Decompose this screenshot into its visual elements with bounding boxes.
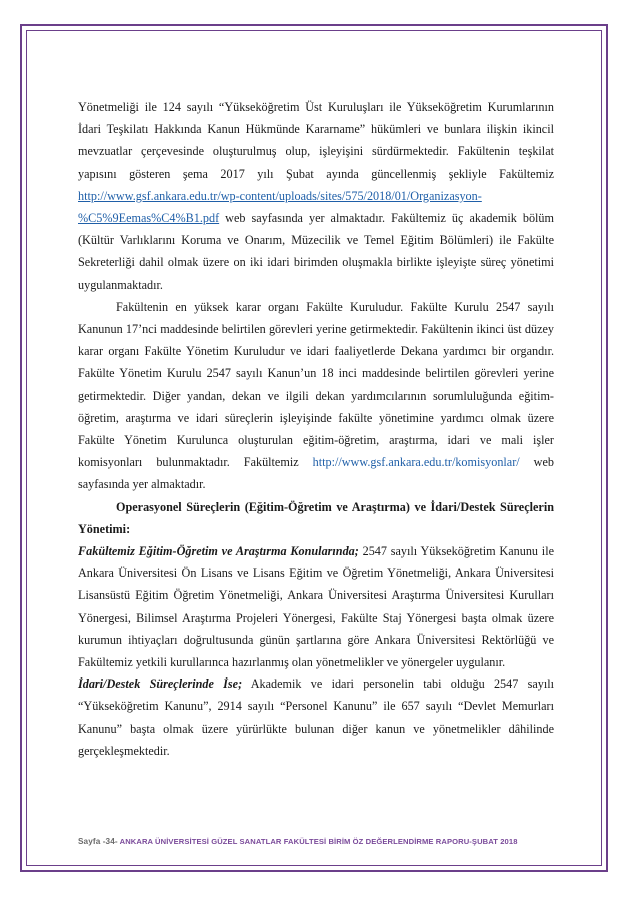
paragraph-text: Fakültenin en yüksek karar organı Fakülte Kuruludur. Fakülte Kurulu 2547 sayılı Kanunun 17’nci maddesinde belirtilen görevleri yerine getirmektedir. Fakültenin ikinci üst düzey karar organı Fakülte Yönetim Kuruludur ve idari faaliyetlerde Dekana yardımcı bir organdır. Fakülte Yönetim Kurulu 2547 sayılı Kanun’un 18 inci maddesinde belirtilen görevleri yerine getirmektedir. Diğer yandan, dekan ve ilgili dekan yardımcılarının sorumluluğunda eğitim-öğretim, araştırma ve idari süreçlerin işleyişinde fakülte yönetimine yardımcı olmak üzere Fakülte Yönetim Kurulunca oluşturulan eğitim-öğretim, araştırma, idari ve mali işler komisyonları bulunmaktadır. Fakültemiz xyxy=(78,299,554,470)
paragraph-text: Akademik ve idari personelin tabi olduğu 2547 sayılı “Yükseköğretim Kanunu”, 2914 sayılı “Personel Kanunu” ile 657 sayılı “Devlet Memurları Kanunu” başta olmak üzere yürürlükte bulunan diğer kanun ve yönetmelikler dâhilinde gerçekleşmektedir. xyxy=(78,677,554,758)
paragraph-administration xyxy=(78,673,554,762)
page-footer xyxy=(78,837,578,846)
paragraph-text: 2547 sayılı Yükseköğretim Kanunu ile Ankara Üniversitesi Ön Lisans ve Lisans Eğitim ve Öğretim Yönetmeliği, Ankara Üniversitesi Lisansüstü Eğitim Öğretim Yönetmeliği, Ankara Üniversitesi Araştırma Üniversitesi Kurulları Yönergesi, Bilimsel Araştırma Projeleri Yönergesi, Fakülte Staj Yönergesi başta olmak üzere kurumun ihtiyaçları doğrultusunda günün şartlarına göre Ankara Üniversitesi Rektörlüğü ve Fakültemiz yetkili kurullarınca hazırlanmış olan yönetmelikler ve yönergeler uygulanır. xyxy=(78,544,554,670)
section-heading: Operasyonel Süreçlerin (Eğitim-Öğretim ve Araştırma) ve İdari/Destek Süreçlerin Yönetimi: xyxy=(78,499,554,536)
paragraph-lead: Fakültemiz Eğitim-Öğretim ve Araştırma Konularında; xyxy=(78,544,359,559)
organization-chart-link[interactable]: http://www.gsf.ankara.edu.tr/wp-content/uploads/sites/575/2018/01/Organizasyon-%C5%9Eemas%C4%B1.pdf xyxy=(78,188,482,226)
paragraph-organization xyxy=(78,96,554,296)
footer-title: ANKARA ÜNİVERSİTESİ GÜZEL SANATLAR FAKÜLTESİ BİRİM ÖZ DEĞERLENDİRME RAPORU-ŞUBAT 2018 xyxy=(117,837,518,846)
paragraph-text: Yönetmeliği ile 124 sayılı “Yükseköğretim Üst Kuruluşları ile Yükseköğretim Kurumlarının İdari Teşkilatı Hakkında Kanun Hükmünde Kararname” hükümleri ve bunlara ilişkin ikincil mevzuatlar çerçevesinde oluşturulmuş olup, işleyişini sürdürmektedir. Fakültenin teşkilat yapısını gösteren şema 2017 yılı Şubat ayında güncellenmiş şekliyle Fakültemiz xyxy=(78,100,554,181)
page-number: Sayfa -34- xyxy=(78,837,118,846)
paragraph-text: web sayfasında yer almaktadır. Fakültemiz üç akademik bölüm (Kültür Varlıklarını Koruma ve Onarım, Müzecilik ve Temel Eğitim Bölümleri) ile Fakülte Sekreterliği dahil olmak üzere on iki idari birimden oluşmakla birlikte işleyişte süreç yönetimi uygulanmaktadır. xyxy=(78,211,554,292)
paragraph-education xyxy=(78,540,554,673)
document-body xyxy=(78,96,554,762)
paragraph-lead: İdari/Destek Süreçlerinde İse; xyxy=(78,677,243,692)
paragraph-governance xyxy=(78,296,554,496)
paragraph-text: web sayfasında yer almaktadır. xyxy=(78,455,554,492)
commissions-link[interactable]: http://www.gsf.ankara.edu.tr/komisyonlar/ xyxy=(312,455,520,470)
